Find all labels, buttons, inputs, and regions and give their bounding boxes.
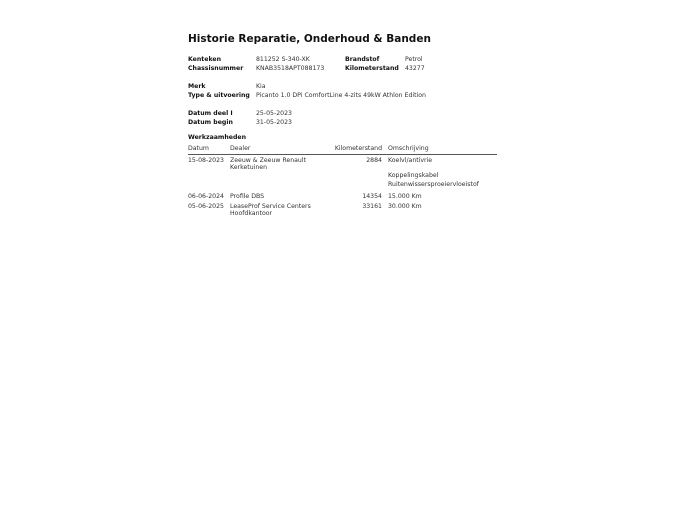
werkzaamheden-table [188, 145, 497, 219]
datum-deel-value: 25-05-2023 [256, 110, 292, 117]
row-kilometerstand: 2884 [366, 157, 382, 164]
chassis-value: KNAB3518APT088173 [256, 65, 325, 72]
row-datum: 15-08-2023 [188, 157, 224, 164]
row-omschrijving: 30.000 Km [388, 203, 422, 210]
omschrijving-line: Ruitenwissersproeiervloeistof [388, 181, 479, 188]
table-header [188, 145, 497, 155]
row-datum: 06-06-2024 [188, 193, 224, 200]
kilometerstand-label: Kilometerstand [345, 65, 399, 72]
column-header-omschrijving: Omschrijving [388, 145, 429, 152]
type-value: Picanto 1.0 DPi ComfortLine 4-zits 49kW Athlon Edition [256, 92, 426, 99]
werkzaamheden-title: Werkzaamheden [188, 134, 246, 141]
table-row [188, 157, 497, 193]
row-dealer [230, 203, 311, 217]
row-omschrijving: 15.000 Km [388, 193, 422, 200]
brandstof-label: Brandstof [345, 56, 380, 63]
omschrijving-line: Koppelingskabel [388, 172, 439, 179]
column-header-datum: Datum [188, 145, 209, 152]
table-row [188, 193, 497, 203]
row-dealer [230, 157, 306, 171]
row-kilometerstand: 14354 [362, 193, 382, 200]
dealer-name: LeaseProf Service Centers [230, 203, 311, 210]
datum-begin-value: 31-05-2023 [256, 119, 292, 126]
type-label: Type & uitvoering [188, 92, 250, 99]
merk-value: Kia [256, 83, 266, 90]
brandstof-value: Petrol [405, 56, 423, 63]
table-row [188, 203, 497, 219]
kenteken-label: Kenteken [188, 56, 221, 63]
row-datum: 05-06-2025 [188, 203, 224, 210]
chassis-label: Chassisnummer [188, 65, 244, 72]
merk-label: Merk [188, 83, 206, 90]
kenteken-value: 811252 S-340-XK [256, 56, 310, 63]
dealer-location: Hoofdkantoor [230, 210, 273, 217]
dealer-name: Zeeuw & Zeeuw Renault [230, 157, 307, 164]
datum-begin-label: Datum begin [188, 119, 233, 126]
row-dealer: Profile DBS [230, 193, 265, 200]
row-omschrijving [388, 157, 479, 188]
page-title: Historie Reparatie, Onderhoud & Banden [188, 33, 431, 45]
kilometerstand-value: 43277 [405, 65, 425, 72]
dealer-location: Kerketuinen [230, 164, 267, 171]
datum-deel-label: Datum deel I [188, 110, 233, 117]
column-header-kilometerstand: Kilometerstand [334, 145, 382, 152]
omschrijving-line: Koelvl/antivrie [388, 157, 433, 164]
column-header-dealer: Dealer [230, 145, 251, 152]
row-kilometerstand: 33161 [362, 203, 382, 210]
